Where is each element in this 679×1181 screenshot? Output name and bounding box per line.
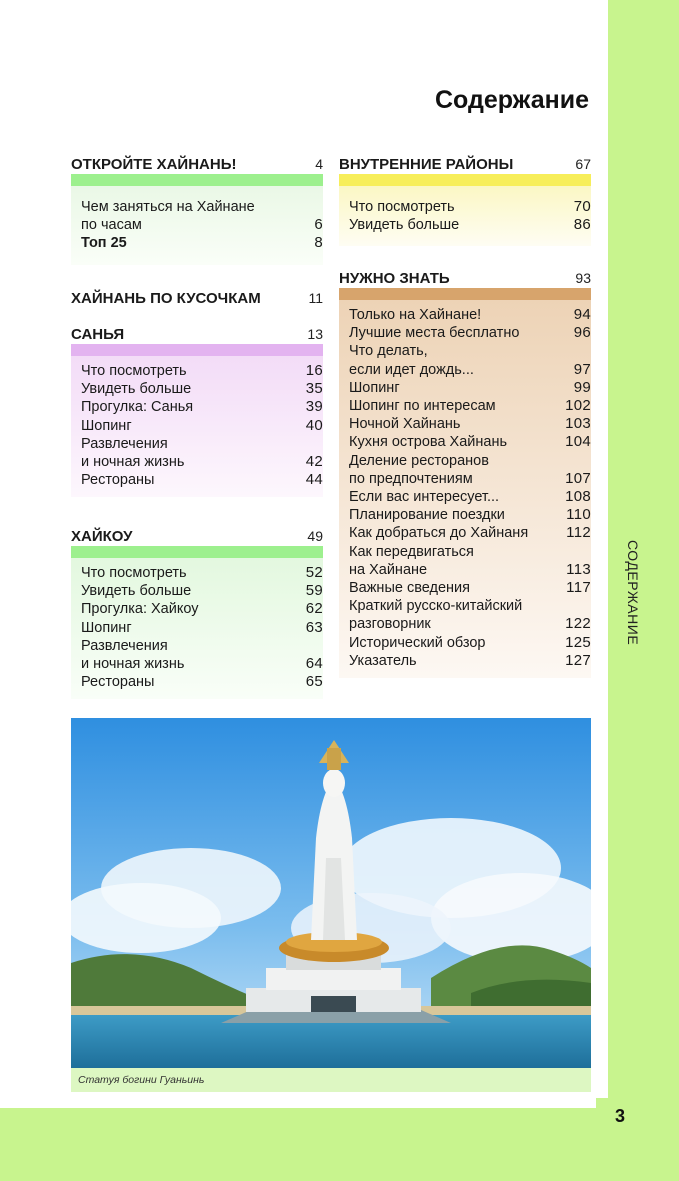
section-header[interactable] xyxy=(339,268,591,288)
toc-entry[interactable]: Шопинг 40 xyxy=(81,416,323,434)
toc-entry[interactable]: Увидеть больше 59 xyxy=(81,582,323,600)
section-color-bar xyxy=(71,546,323,558)
section-color-bar xyxy=(71,174,323,186)
section-header[interactable] xyxy=(71,526,323,546)
section-title: ВНУТРЕННИЕ РАЙОНЫ xyxy=(339,156,514,173)
toc-entry[interactable]: разговорник 122 xyxy=(349,615,591,633)
toc-entry[interactable]: по часам 6 xyxy=(81,216,323,234)
toc-list xyxy=(71,558,323,699)
side-section-label: СОДЕРЖАНИЕ xyxy=(625,540,641,646)
toc-entry[interactable]: Рестораны 44 xyxy=(81,471,323,489)
toc-entry[interactable]: если идет дождь... 97 xyxy=(349,360,591,378)
toc-entry[interactable]: Планирование поездки 110 xyxy=(349,506,591,524)
section-title: НУЖНО ЗНАТЬ xyxy=(339,270,450,287)
toc-entry[interactable]: Рестораны 65 xyxy=(81,673,323,691)
section-header[interactable] xyxy=(71,154,323,174)
section-page: 49 xyxy=(307,528,323,544)
section-title: ХАЙНАНЬ ПО КУСОЧКАМ xyxy=(71,290,261,307)
section-header[interactable] xyxy=(71,324,323,344)
toc-entry[interactable]: Что посмотреть 16 xyxy=(81,362,323,379)
page-number: 3 xyxy=(614,1106,625,1126)
toc-entry[interactable]: Ночной Хайнань 103 xyxy=(349,415,591,433)
toc-list xyxy=(339,186,591,246)
toc-entry[interactable]: Если вас интересует... 108 xyxy=(349,488,591,506)
right-color-band xyxy=(608,0,679,1181)
toc-entry[interactable]: Увидеть больше 35 xyxy=(81,380,323,398)
section-haikou xyxy=(71,526,323,699)
section-color-bar xyxy=(71,344,323,356)
section-page: 67 xyxy=(575,156,591,172)
section-pieces xyxy=(71,288,323,308)
toc-entry[interactable]: Прогулка: Санья 39 xyxy=(81,398,323,416)
toc-entry[interactable]: Шопинг 99 xyxy=(349,378,591,396)
toc-entry[interactable]: Топ 25 8 xyxy=(81,234,323,252)
section-need-to-know xyxy=(339,268,591,678)
section-discover xyxy=(71,154,323,265)
toc-entry[interactable]: Исторический обзор 125 xyxy=(349,633,591,651)
section-title: САНЬЯ xyxy=(71,326,125,343)
toc-entry[interactable]: Развлечения xyxy=(81,637,168,654)
toc-entry[interactable]: Шопинг 63 xyxy=(81,618,323,636)
section-page: 11 xyxy=(308,290,323,306)
section-page: 13 xyxy=(307,326,323,342)
toc-entry[interactable]: Как передвигаться xyxy=(349,543,474,560)
toc-entry[interactable]: Прогулка: Хайкоу 62 xyxy=(81,600,323,618)
toc-entry[interactable]: Чем заняться на Хайнане xyxy=(81,199,255,215)
toc-entry[interactable]: Важные сведения 117 xyxy=(349,579,591,597)
page-title: Содержание xyxy=(434,86,589,114)
section-sanya xyxy=(71,324,323,497)
toc-entry[interactable]: и ночная жизнь 42 xyxy=(81,453,323,471)
section-page: 4 xyxy=(315,156,323,172)
photo-caption: Статуя богини Гуаньинь xyxy=(78,1074,205,1086)
toc-entry[interactable]: Развлечения xyxy=(81,435,168,452)
toc-entry[interactable]: на Хайнане 113 xyxy=(349,560,591,578)
toc-entry[interactable]: Кухня острова Хайнань 104 xyxy=(349,433,591,451)
section-color-bar xyxy=(339,174,591,186)
bottom-color-band xyxy=(0,1108,679,1181)
toc-entry[interactable]: Что делать, xyxy=(349,343,428,360)
section-inland xyxy=(339,154,591,246)
toc-list xyxy=(71,186,323,265)
section-color-bar xyxy=(339,288,591,300)
section-title: ХАЙКОУ xyxy=(71,528,133,545)
guanyin-statue-photo xyxy=(71,718,591,1068)
section-page: 93 xyxy=(575,270,591,286)
toc-entry[interactable]: и ночная жизнь 64 xyxy=(81,655,323,673)
toc-entry[interactable]: Увидеть больше 86 xyxy=(349,216,591,234)
toc-entry[interactable]: Как добраться до Хайнаня 112 xyxy=(349,524,591,542)
toc-entry[interactable]: Только на Хайнане! 94 xyxy=(349,306,591,323)
toc-entry[interactable]: Что посмотреть 70 xyxy=(349,198,591,215)
toc-entry[interactable]: по предпочтениям 107 xyxy=(349,469,591,487)
toc-entry[interactable]: Что посмотреть 52 xyxy=(81,564,323,581)
toc-list xyxy=(339,300,591,678)
section-header[interactable] xyxy=(339,154,591,174)
toc-entry[interactable]: Краткий русско-китайский xyxy=(349,598,523,615)
toc-entry[interactable]: Лучшие места бесплатно 96 xyxy=(349,324,591,342)
toc-entry[interactable]: Шопинг по интересам 102 xyxy=(349,397,591,415)
photo-illustration xyxy=(71,718,591,1068)
toc-entry[interactable]: Указатель 127 xyxy=(349,651,591,669)
section-title: ОТКРОЙТЕ ХАЙНАНЬ! xyxy=(71,156,237,173)
toc-list xyxy=(71,356,323,497)
section-header[interactable] xyxy=(71,288,323,308)
toc-entry[interactable]: Деление ресторанов xyxy=(349,452,489,469)
